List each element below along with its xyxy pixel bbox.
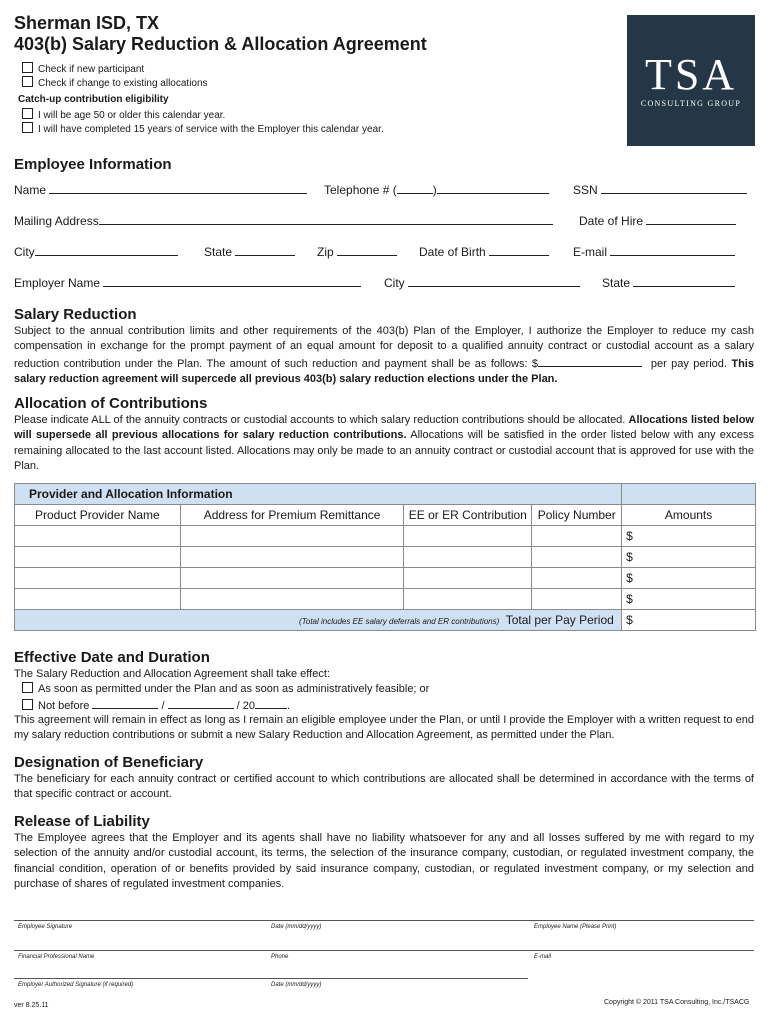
form-title-line2: 403(b) Salary Reduction & Allocation Agreement <box>14 34 427 54</box>
state-input[interactable] <box>235 244 295 256</box>
copyright-label: Copyright © 2011 TSA Consulting, Inc./TSACG <box>604 999 750 1006</box>
employer-state-input[interactable] <box>633 275 735 287</box>
employer-city-field[interactable]: City <box>384 275 580 290</box>
telephone-field[interactable]: Telephone # ( ) <box>324 182 549 197</box>
email-input[interactable] <box>610 244 735 256</box>
telephone-input[interactable] <box>437 182 549 194</box>
allocation-heading: Allocation of Contributions <box>14 395 208 412</box>
employer-state-field[interactable]: State <box>602 275 735 290</box>
name-input[interactable] <box>49 182 307 194</box>
month-input[interactable] <box>92 697 158 709</box>
signature-line-1[interactable] <box>14 920 754 921</box>
city-input[interactable] <box>35 244 178 256</box>
catchup-label: Catch-up contribution eligibility <box>18 94 169 105</box>
effective-paragraph: This agreement will remain in effect as long as I remain an eligible employee under the Plan, or until I provide the Employer with a written request to end my salary reduction contributions or submit a new Salary Reduction and Allocation Agreement, as permitted under the Plan. <box>14 714 754 742</box>
new-participant-option[interactable]: Check if new participant <box>22 62 144 76</box>
policy-input[interactable] <box>532 589 622 610</box>
employer-city-input[interactable] <box>408 275 580 287</box>
address-input[interactable] <box>180 568 404 589</box>
table-section-title: Provider and Allocation Information <box>15 484 622 505</box>
change-allocations-checkbox[interactable] <box>22 76 33 87</box>
provider-input[interactable] <box>15 547 181 568</box>
ssn-field[interactable]: SSN <box>573 182 747 197</box>
policy-input[interactable] <box>532 526 622 547</box>
address-input[interactable] <box>180 526 404 547</box>
liability-heading: Release of Liability <box>14 813 150 830</box>
effective-option-asap[interactable]: As soon as permitted under the Plan and as soon as administratively feasible; or <box>22 682 429 697</box>
change-allocations-option[interactable]: Check if change to existing allocations <box>22 76 208 90</box>
hire-date-field[interactable]: Date of Hire <box>579 213 736 228</box>
effective-option-date[interactable]: Not before / / 20 . <box>22 697 290 714</box>
mailing-field[interactable]: Mailing Address <box>14 213 553 228</box>
years15-checkbox[interactable] <box>22 122 33 133</box>
table-total-row <box>15 610 756 631</box>
email-field[interactable]: E-mail <box>573 244 735 259</box>
salary-paragraph: Subject to the annual contribution limits and other requirements of the 403(b) Plan of the Employer, I authorize the Employer to reduce my cash compensation in exchange for the prompt payment of an equal amount for deposit to a qualified annuity contract or custodial account as a salary reduction contribution under the Plan. The amount of such reduction and payment shall be as follows: $ per pay period. This salary reduction agreement will supercede all previous 403(b) salary reduction elections under the Plan. <box>14 325 754 386</box>
amount-input[interactable]: $ <box>622 568 756 589</box>
financial-professional-label: Financial Professional Name <box>18 954 95 960</box>
day-input[interactable] <box>168 697 234 709</box>
asap-checkbox[interactable] <box>22 682 33 693</box>
provider-allocation-table <box>14 483 756 631</box>
employer-name-field[interactable]: Employer Name <box>14 275 361 290</box>
table-row <box>15 568 756 589</box>
table-row <box>15 589 756 610</box>
dob-input[interactable] <box>489 244 549 256</box>
policy-input[interactable] <box>532 568 622 589</box>
signature-line-2[interactable] <box>14 950 754 951</box>
total-amount-input[interactable]: $ <box>622 610 756 631</box>
catchup-age50-option[interactable]: I will be age 50 or older this calendar year. <box>22 108 225 122</box>
effective-heading: Effective Date and Duration <box>14 649 210 666</box>
beneficiary-paragraph: The beneficiary for each annuity contract or certified account to which contributions are allocated shall be determined in accordance with the terms of that specific contract or account. <box>14 773 754 801</box>
col-provider-name: Product Provider Name <box>15 505 181 526</box>
contribution-input[interactable] <box>404 547 532 568</box>
contribution-input[interactable] <box>404 589 532 610</box>
employer-name-input[interactable] <box>103 275 361 287</box>
amount-input[interactable]: $ <box>622 589 756 610</box>
form-title-line1: Sherman ISD, TX <box>14 13 160 33</box>
table-row <box>15 526 756 547</box>
year-input[interactable] <box>255 697 287 709</box>
table-row <box>15 547 756 568</box>
age50-checkbox[interactable] <box>22 108 33 119</box>
liability-paragraph: The Employee agrees that the Employer and its agents shall have no liability whatsoever for any and all losses suffered by me with regard to my selection of the annuity and/or custodial account, its terms, the selection of the insurance company, custodian, or regulated investment company, the financial condition, operation of or benefits provided by said insurance company, custodian, or regulated investment company, or my selection and purchase of shares of regulated investment companies. <box>14 832 754 891</box>
col-address: Address for Premium Remittance <box>180 505 404 526</box>
email-label: E-mail <box>534 954 552 960</box>
date-label-2: Date (mm/dd/yyyy) <box>271 982 322 988</box>
allocation-paragraph: Please indicate ALL of the annuity contracts or custodial accounts to which salary reduction contributions should be allocated. Allocations listed below will supersede all previous allocations for salary reduction contributions. Allocations will be satisfied in the order listed below with any excess remaining allocated to the last account listed. Allocations may only be made to an annuity contract or custodial account that is approved for use with the Plan. <box>14 414 754 473</box>
zip-field[interactable]: Zip <box>317 244 397 259</box>
not-before-checkbox[interactable] <box>22 699 33 710</box>
tsa-logo: TSA CONSULTING GROUP <box>627 15 755 146</box>
version-label: ver 8.25.11 <box>14 1002 49 1009</box>
area-code-input[interactable] <box>397 182 433 194</box>
total-label: Total per Pay Period <box>505 613 614 627</box>
policy-input[interactable] <box>532 547 622 568</box>
dob-field[interactable]: Date of Birth <box>419 244 549 259</box>
col-contribution: EE or ER Contribution <box>404 505 532 526</box>
phone-label: Phone <box>271 954 289 960</box>
provider-input[interactable] <box>15 589 181 610</box>
provider-input[interactable] <box>15 526 181 547</box>
ssn-input[interactable] <box>601 182 747 194</box>
employee-signature-label: Employee Signature <box>18 924 73 930</box>
signature-line-3[interactable] <box>14 978 528 979</box>
beneficiary-heading: Designation of Beneficiary <box>14 754 204 771</box>
amount-input[interactable]: $ <box>622 547 756 568</box>
employee-name-label: Employee Name (Please Print) <box>534 924 617 930</box>
col-amounts: Amounts <box>622 505 756 526</box>
effective-intro: The Salary Reduction and Allocation Agreement shall take effect: <box>14 668 330 680</box>
amount-input[interactable]: $ <box>622 526 756 547</box>
name-field[interactable]: Name <box>14 182 307 197</box>
salary-heading: Salary Reduction <box>14 306 137 323</box>
hire-date-input[interactable] <box>646 213 736 225</box>
state-field[interactable]: State <box>204 244 295 259</box>
contribution-input[interactable] <box>404 526 532 547</box>
total-note: (Total includes EE salary deferrals and ER contributions) <box>299 617 500 626</box>
zip-input[interactable] <box>337 244 397 256</box>
employer-signature-label: Employer Authorized Signature (if required) <box>18 982 134 988</box>
city-field[interactable]: City <box>14 244 178 259</box>
col-policy-number: Policy Number <box>532 505 622 526</box>
provider-input[interactable] <box>15 568 181 589</box>
address-input[interactable] <box>180 589 404 610</box>
salary-amount-input[interactable] <box>538 355 642 367</box>
mailing-input[interactable] <box>99 213 553 225</box>
table-header-row <box>15 505 756 526</box>
contribution-input[interactable] <box>404 568 532 589</box>
date-label-1: Date (mm/dd/yyyy) <box>271 924 322 930</box>
address-input[interactable] <box>180 547 404 568</box>
catchup-15years-option[interactable]: I will have completed 15 years of service with the Employer this calendar year. <box>22 122 384 136</box>
new-participant-checkbox[interactable] <box>22 62 33 73</box>
employee-info-heading: Employee Information <box>14 156 172 173</box>
table-section-row <box>15 484 756 505</box>
